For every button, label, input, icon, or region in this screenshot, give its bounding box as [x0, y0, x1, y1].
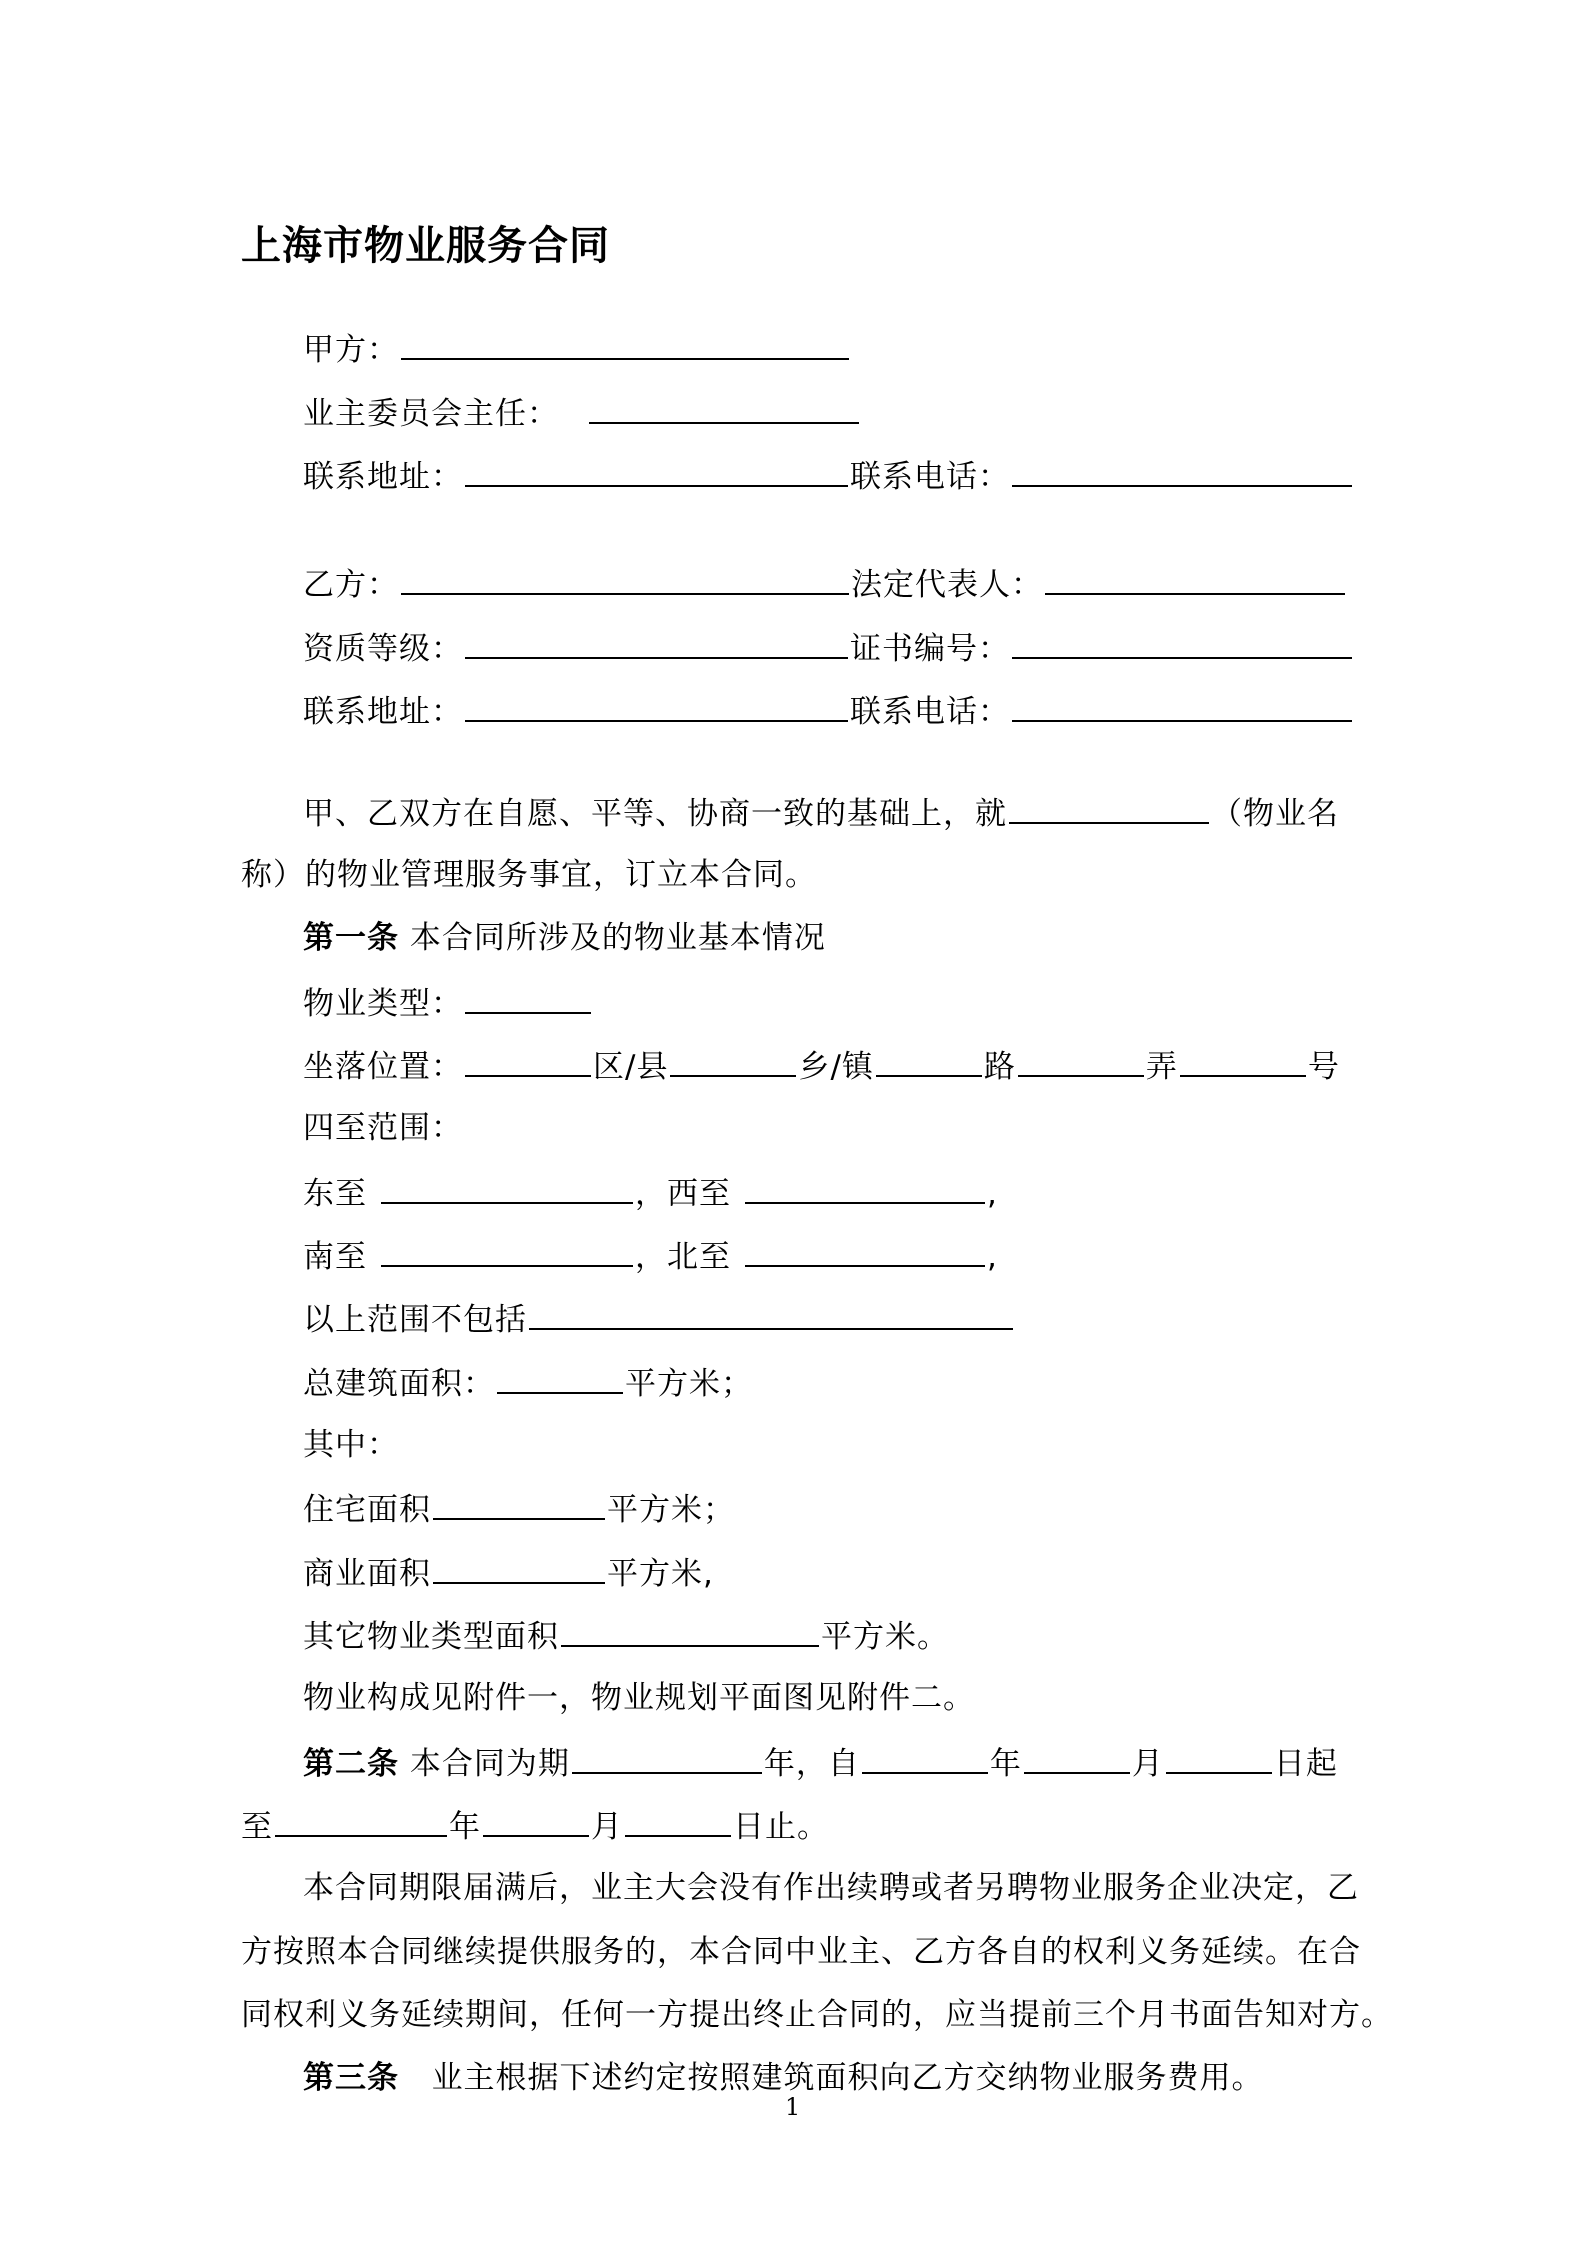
- end-month-text: 月: [591, 1809, 623, 1845]
- total-area-label: 总建筑面积：: [303, 1366, 495, 1402]
- article-2-para-1: 本合同期限届满后，业主大会没有作出续聘或者另聘物业服务企业决定，乙: [303, 1870, 1359, 1906]
- article-3-line: [303, 2058, 1264, 2098]
- west-blank[interactable]: [745, 1172, 985, 1204]
- other-label: 其它物业类型面积: [303, 1619, 559, 1655]
- other-blank[interactable]: [561, 1615, 819, 1647]
- commercial-unit: 平方米,: [607, 1556, 714, 1592]
- south-north-line: [303, 1235, 998, 1277]
- property-type-blank[interactable]: [465, 982, 591, 1014]
- party-b-address-label: 联系地址：: [303, 694, 463, 730]
- property-type-label: 物业类型：: [303, 986, 463, 1022]
- party-b-line: [303, 563, 1347, 605]
- property-type-line: [303, 982, 593, 1024]
- certificate-blank[interactable]: [1012, 627, 1352, 659]
- start-year-text: 年: [989, 1746, 1022, 1782]
- legal-rep-label: 法定代表人：: [851, 567, 1043, 603]
- article-2-para-2: 方按照本合同继续提供服务的，本合同中业主、乙方各自的权利义务延续。在合: [241, 1934, 1361, 1970]
- east-comma: ，: [635, 1176, 667, 1212]
- article-2-heading: 第二条: [303, 1746, 399, 1782]
- end-month-blank[interactable]: [483, 1805, 589, 1837]
- legal-rep-blank[interactable]: [1045, 563, 1345, 595]
- party-b-contact-line: [303, 690, 1354, 732]
- article-1-heading: 第一条: [303, 920, 399, 956]
- party-b-blank[interactable]: [401, 563, 849, 595]
- to-text: 至: [241, 1809, 273, 1845]
- east-west-line: [303, 1172, 998, 1214]
- district-text: 区/县: [593, 1049, 669, 1085]
- east-blank[interactable]: [381, 1172, 633, 1204]
- intro-text-a: 甲、乙双方在自愿、平等、协商一致的基础上，就: [303, 796, 1007, 832]
- end-year-blank[interactable]: [275, 1805, 447, 1837]
- other-area-line: [303, 1615, 949, 1657]
- lane-text: 弄: [1145, 1049, 1178, 1085]
- excluding-label: 以上范围不包括: [303, 1302, 527, 1338]
- property-name-blank[interactable]: [1009, 792, 1209, 824]
- road-text: 路: [983, 1049, 1016, 1085]
- number-blank[interactable]: [1180, 1045, 1306, 1077]
- director-line: [303, 392, 861, 434]
- intro-line-2: 称）的物业管理服务事宜，订立本合同。: [241, 857, 817, 893]
- north-comma: ,: [987, 1239, 998, 1275]
- intro-text-b: （物业名: [1211, 796, 1339, 832]
- residential-area-line: [303, 1488, 735, 1530]
- party-b-phone-blank[interactable]: [1012, 690, 1352, 722]
- commercial-blank[interactable]: [433, 1552, 605, 1584]
- director-blank[interactable]: [589, 392, 859, 424]
- start-month-blank[interactable]: [1024, 1742, 1130, 1774]
- east-label: 东至: [303, 1176, 367, 1212]
- among-label: 其中：: [303, 1427, 399, 1463]
- article-1-heading-line: [303, 918, 826, 958]
- party-a-address-blank[interactable]: [465, 455, 848, 487]
- party-a-blank[interactable]: [401, 328, 849, 360]
- end-day-blank[interactable]: [625, 1805, 731, 1837]
- party-b-phone-label: 联系电话：: [850, 694, 1010, 730]
- party-b-address-blank[interactable]: [465, 690, 848, 722]
- residential-blank[interactable]: [433, 1488, 605, 1520]
- town-blank[interactable]: [670, 1045, 796, 1077]
- certificate-label: 证书编号：: [850, 631, 1010, 667]
- party-b-label: 乙方：: [303, 567, 399, 603]
- term-years-blank[interactable]: [572, 1742, 762, 1774]
- start-month-text: 月: [1131, 1746, 1164, 1782]
- excluding-blank[interactable]: [529, 1298, 1013, 1330]
- number-text: 号: [1307, 1049, 1340, 1085]
- road-blank[interactable]: [876, 1045, 982, 1077]
- commercial-label: 商业面积: [303, 1556, 431, 1592]
- west-comma: ,: [987, 1176, 998, 1212]
- article-2-text-a: 本合同为期: [409, 1746, 570, 1782]
- party-a-phone-blank[interactable]: [1012, 455, 1352, 487]
- total-area-blank[interactable]: [497, 1362, 623, 1394]
- party-a-contact-line: [303, 455, 1354, 497]
- lane-blank[interactable]: [1018, 1045, 1144, 1077]
- location-line: [303, 1045, 1340, 1087]
- residential-label: 住宅面积: [303, 1492, 431, 1528]
- article-2-line-1: [303, 1742, 1338, 1784]
- start-day-text: 日起: [1273, 1746, 1338, 1782]
- district-blank[interactable]: [465, 1045, 591, 1077]
- intro-line-1: [303, 792, 1339, 834]
- page-number: 1: [785, 2093, 801, 2121]
- end-year-text: 年: [449, 1809, 481, 1845]
- end-day-text: 日止。: [733, 1809, 829, 1845]
- article-1-text: 本合同所涉及的物业基本情况: [409, 920, 826, 956]
- director-label: 业主委员会主任：: [303, 396, 559, 432]
- party-a-phone-label: 联系电话：: [850, 459, 1010, 495]
- excluding-line: [303, 1298, 1015, 1340]
- town-text: 乡/镇: [798, 1049, 874, 1085]
- west-label: 西至: [667, 1176, 731, 1212]
- document-title: 上海市物业服务合同: [241, 223, 610, 269]
- north-blank[interactable]: [745, 1235, 985, 1267]
- article-3-heading: 第三条: [303, 2060, 399, 2096]
- article-2-line-2: [241, 1805, 829, 1847]
- year-from-text: 年，自: [763, 1746, 860, 1782]
- start-day-blank[interactable]: [1166, 1742, 1272, 1774]
- qualification-label: 资质等级：: [303, 631, 463, 667]
- article-2-para-3: 同权利义务延续期间，任何一方提出终止合同的，应当提前三个月书面告知对方。: [241, 1997, 1393, 2033]
- total-area-line: [303, 1362, 753, 1404]
- article-3-text: 业主根据下述约定按照建筑面积向乙方交纳物业服务费用。: [431, 2060, 1264, 2096]
- south-label: 南至: [303, 1239, 367, 1275]
- annex-note: 物业构成见附件一，物业规划平面图见附件二。: [303, 1680, 975, 1716]
- boundaries-label: 四至范围：: [303, 1110, 463, 1146]
- party-a-label: 甲方：: [303, 332, 399, 368]
- qualification-line: [303, 627, 1354, 669]
- total-area-unit: 平方米；: [625, 1366, 753, 1402]
- start-year-blank[interactable]: [862, 1742, 988, 1774]
- south-comma: ，: [635, 1239, 667, 1275]
- commercial-area-line: [303, 1552, 714, 1594]
- north-label: 北至: [667, 1239, 731, 1275]
- qualification-blank[interactable]: [465, 627, 848, 659]
- residential-unit: 平方米；: [607, 1492, 735, 1528]
- other-unit: 平方米。: [821, 1619, 949, 1655]
- party-a-line: [303, 328, 851, 370]
- location-label: 坐落位置：: [303, 1049, 463, 1085]
- party-a-address-label: 联系地址：: [303, 459, 463, 495]
- south-blank[interactable]: [381, 1235, 633, 1267]
